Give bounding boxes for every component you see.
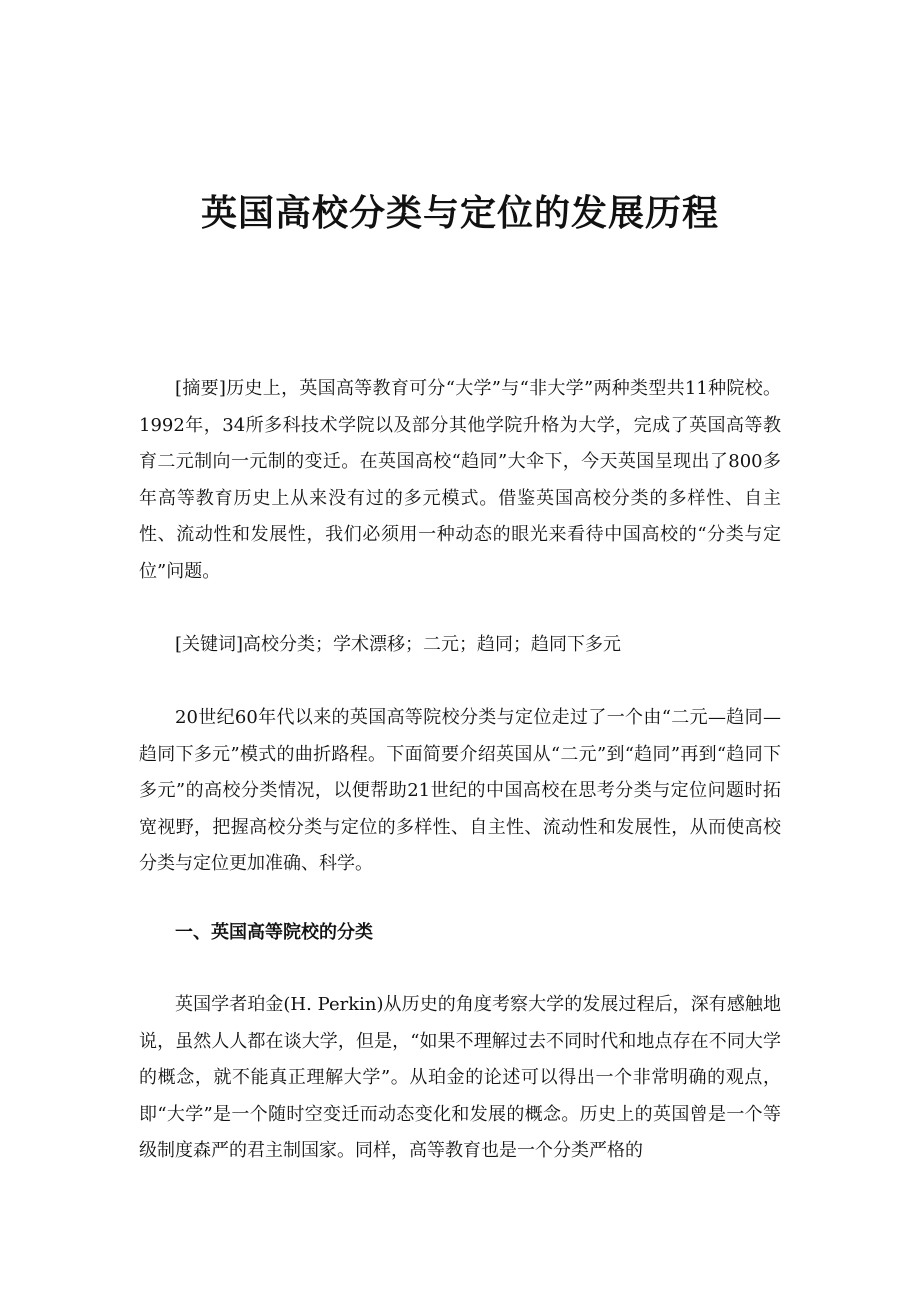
abstract-paragraph: [摘要]历史上，英国高等教育可分“大学”与“非大学”两种类型共11种院校。1992年，34所多科技术学院以及部分其他学院升格为大学，完成了英国高等教育二元制向一元制的变迁。在英国高校“趋同”大伞下，今天英国呈现出了800多年高等教育历史上从来没有过的多元模式。借鉴英国高校分类的多样性、自主性、流动性和发展性，我们必须用一种动态的眼光来看待中国高校的“分类与定位”问题。 <box>139 378 781 582</box>
section-heading: 一、英国高等院校的分类 <box>175 922 373 943</box>
document-title: 英国高校分类与定位的发展历程 <box>200 193 719 234</box>
keywords-paragraph: [关键词]高校分类；学术漂移；二元；趋同；趋同下多元 <box>175 634 622 655</box>
intro-paragraph: 20世纪60年代以来的英国高等院校分类与定位走过了一个由“二元—趋同—趋同下多元”模式的曲折路程。下面简要介绍英国从“二元”到“趋同”再到“趋同下多元”的高校分类情况，以便帮助21世纪的中国高校在思考分类与定位问题时拓宽视野，把握高校分类与定位的多样性、自主性、流动性和发展性，从而使高校分类与定位更加准确、科学。 <box>139 707 781 875</box>
body-paragraph: 英国学者珀金(H. Perkin)从历史的角度考察大学的发展过程后，深有感触地说，虽然人人都在谈大学，但是，“如果不理解过去不同时代和地点存在不同大学的概念，就不能真正理解大学”。从珀金的论述可以得出一个非常明确的观点，即“大学”是一个随时空变迁而动态变化和发展的概念。历史上的英国曾是一个等级制度森严的君主制国家。同样，高等教育也是一个分类严格的 <box>139 994 781 1162</box>
